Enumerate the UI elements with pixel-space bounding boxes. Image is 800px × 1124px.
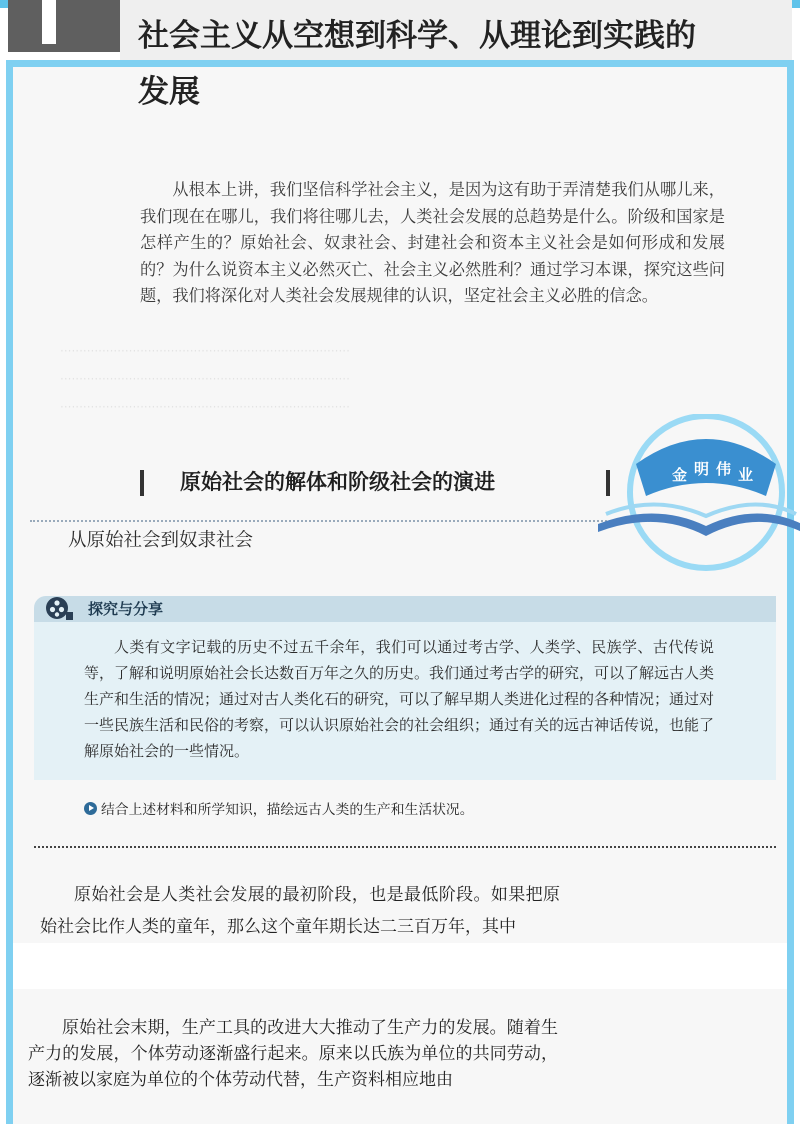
explore-body: 人类有文字记载的历史不过五千余年，我们可以通过考古学、人类学、民族学、古代传说等，了解和说明原始社会长达数百万年之久的历史。我们通过考古学的研究，可以了解远古人类生产和生活的情况；通过对古人类化石的研究，可以了解早期人类进化过程的各种情况；通过对一些民族生活和民俗的考察，可以认识原始社会的社会组织；通过有关的远古神话传说，也能了解原始社会的一些情况。	[84, 638, 715, 760]
watermark-logo	[596, 414, 800, 574]
background-text: ············································································	[60, 372, 350, 386]
explore-divider	[34, 846, 776, 848]
section-bar-left	[140, 470, 144, 496]
watermark-char: 明	[694, 460, 710, 478]
body-paragraph-2: 原始社会末期，生产工具的改进大大推动了生产力的发展。随着生产力的发展，个体劳动逐渐盛行起来。原来以氏族为单位的共同劳动，逐渐被以家庭为单位的个体劳动代替，生产资料相应地由	[28, 1018, 558, 1090]
watermark-char: 业	[738, 466, 754, 484]
watermark-char: 伟	[716, 460, 732, 478]
explore-task	[84, 797, 684, 823]
film-reel-icon	[44, 595, 74, 621]
explore-title: 探究与分享	[88, 600, 164, 618]
subsection-title: 从原始社会到奴隶社会	[68, 530, 254, 551]
intro-paragraph: 从根本上讲，我们坚信科学社会主义，是因为这有助于弄清楚我们从哪儿来，我们现在在哪儿，我们将往哪儿去，人类社会发展的总趋势是什么。阶级和国家是怎样产生的？原始社会、奴隶社会、封建社会和资本主义社会是如何形成和发展的？为什么说资本主义必然灭亡、社会主义必然胜利？通过学习本课，探究这些问题，我们将深化对人类社会发展规律的认识，坚定社会主义必胜的信念。	[140, 180, 725, 306]
background-text: ············································································	[60, 400, 350, 414]
section-title: 原始社会的解体和阶级社会的演进	[180, 470, 495, 494]
page-gap	[13, 943, 787, 989]
explore-task-text: 结合上述材料和所学知识，描绘远古人类的生产和生活状况。	[101, 802, 474, 818]
chapter-number-mark	[42, 0, 56, 44]
section-header	[140, 462, 620, 502]
page-title: 社会主义从空想到科学、从理论到实践的发展	[138, 18, 696, 110]
body-paragraph-1: 原始社会是人类社会发展的最初阶段，也是最低阶段。如果把原始社会比作人类的童年，那么这个童年期长达二三百万年，其中	[40, 885, 560, 937]
chapter-tab	[8, 0, 120, 52]
background-text: ············································································	[60, 344, 350, 358]
section-divider	[30, 520, 650, 522]
watermark-char: 金	[672, 466, 688, 484]
play-arrow-icon	[84, 802, 97, 815]
